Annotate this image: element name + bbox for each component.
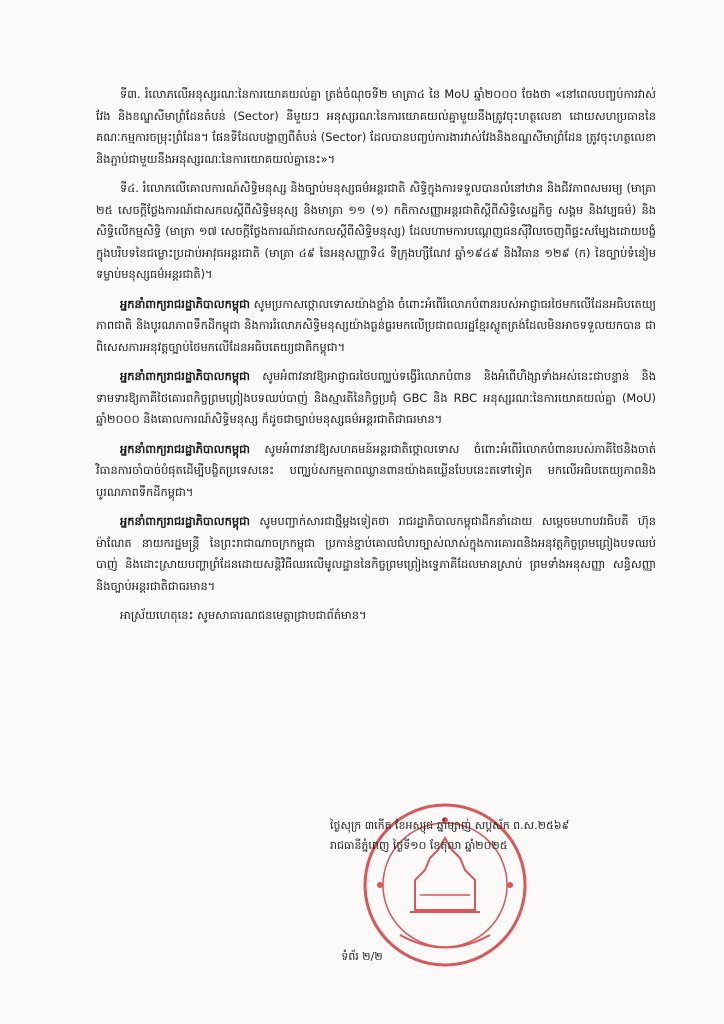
paragraph-text: ទី៣. រំលោភលើអនុស្សរណៈនៃការយោគយល់គ្នា ត្រង់ចំណុចទី២ មាត្រា៤ នៃ MoU ឆ្នាំ២០០០ ចែងថា «នៅពេលបញ្ចប់ការវាស់វែង និងខណ្ឌសីមាព្រំដែនតំបន់ (Sector) នីមួយៗ អនុស្សរណៈនៃការយោគយល់គ្នាមួយនឹងត្រូវចុះហត្ថលេខា ដោយសហប្រធាននៃគណៈកម្មការចម្រុះព្រំដែន។ ផែនទីដែលបង្ហាញពីតំបន់ (Sector) ដែលបានបញ្ចប់ការងារវាស់វែងនិងខណ្ឌសីមាព្រំដែន ត្រូវចុះហត្ថលេខានិងភ្ជាប់ជាមួយនឹងអនុស្សរណៈនៃការយោគយល់គ្នានេះ»។ <box>96 87 656 166</box>
paragraph-text: សូមបញ្ជាក់សារជាថ្មីម្តងទៀតថា រាជរដ្ឋាភិបាលកម្ពុជាដឹកនាំដោយ សម្តេចមហាបវរធិបតី ហ៊ុន ម៉ាណែត នាយករដ្ឋមន្ត្រី នៃព្រះរាជាណាចក្រកម្ពុជា ប្រកាន់ខ្ជាប់គោលជំហរច្បាស់លាស់ក្នុងការគោរពនិងអនុវត្តកិច្ចព្រមព្រៀងបទឈប់បាញ់ និងដោះស្រាយបញ្ហាព្រំដែនដោយសន្តិវិធីឈរលើមូលដ្ឋាននៃកិច្ចព្រមព្រៀងទ្វេភាគីដែលមានស្រាប់ ព្រមទាំងអនុសញ្ញា សន្ធិសញ្ញា និងច្បាប់អន្តរជាតិជាធរមាន។ <box>96 514 656 593</box>
paragraph-condemnation <box>96 294 656 359</box>
signature-block <box>330 816 660 856</box>
paragraph-lead: អ្នកនាំពាក្យរាជរដ្ឋាភិបាលកម្ពុជា <box>120 369 250 383</box>
paragraph-point-4 <box>96 178 656 286</box>
paragraph-appeal-thailand <box>96 366 656 431</box>
paragraph-text: ទី៤. រំលោភលើគោលការណ៍សិទ្ធិមនុស្ស និងច្បាប់មនុស្សធម៌អន្តរជាតិ សិទ្ធិក្នុងការទទួលបានលំនៅឋាន និងជីវភាពសមរម្យ (មាត្រា ២៥ សេចក្តីថ្លែងការណ៍ជាសកលស្តីពីសិទ្ធិមនុស្ស និងមាត្រា ១១ (១) កតិកាសញ្ញាអន្តរជាតិស្តីពីសិទ្ធិសេដ្ឋកិច្ច សង្គម និងវប្បធម៌) និងសិទ្ធិលើកម្មសិទ្ធិ (មាត្រា ១៧ សេចក្តីថ្លែងការណ៍ជាសកលស្តីពីសិទ្ធិមនុស្ស) ដែលហាមការបណ្តេញជនស៊ីវិលចេញពីផ្ទះសម្បែងដោយបង្ខំ ក្នុងបរិបទនៃជម្លោះប្រដាប់អាវុធអន្តរជាតិ (មាត្រា ៤៩ នៃអនុសញ្ញាទី៤ ទីក្រុងហ្សឺណែវ ឆ្នាំ១៩៤៩ និងវិធាន ១២៩ (ក) នៃច្បាប់ទំនៀមទម្លាប់មនុស្សធម៌អន្តរជាតិ)។ <box>96 181 656 281</box>
document-body <box>96 84 656 635</box>
paragraph-lead: អ្នកនាំពាក្យរាជរដ្ឋាភិបាលកម្ពុជា <box>120 514 250 528</box>
paragraph-point-3 <box>96 84 656 170</box>
paragraph-lead: អ្នកនាំពាក្យរាជរដ្ឋាភិបាលកម្ពុជា <box>120 296 250 311</box>
paragraph-text: សូមអំពាវនាវឱ្យអាជ្ញាធរថៃបញ្ឈប់ទង្វើរំលោភបំពាន និងអំពើហិង្សាទាំងអស់នេះជាបន្ទាន់ និងទាមទារឱ្យភាគីថៃគោរពកិច្ចព្រមព្រៀងបទឈប់បាញ់ និងស្មារតីនៃកិច្ចប្រជុំ GBC និង RBC អនុស្សរណៈនៃការយោគយល់គ្នា (MoU) ឆ្នាំ២០០០ និងគោលការណ៍សិទ្ធិមនុស្ស ក៏ដូចជាច្បាប់មនុស្សធម៌អន្តរជាតិជាធរមាន។ <box>96 369 656 426</box>
paragraph-appeal-international <box>96 439 656 504</box>
paragraph-text: សូមប្រកាសថ្កោលទោសយ៉ាងខ្លាំង ចំពោះអំពើរំលោភបំពានរបស់អាជ្ញាធរថៃមកលើដែនអធិបតេយ្យភាពជាតិ និងបូរណភាពទឹកដីកម្ពុជា និងការរំលោភសិទ្ធិមនុស្សយ៉ាងធ្ងន់ធ្ងរមកលើប្រជាពលរដ្ឋខ្មែរស្លូតត្រង់ដែលមិនអាចទទួលយកបាន ជាពិសេសការអនុវត្តច្បាប់ថៃមកលើដែនអធិបតេយ្យជាតិកម្ពុជា។ <box>96 296 656 354</box>
paragraph-reaffirmation <box>96 511 656 597</box>
closing-line: អាស្រ័យហេតុនេះ សូមសាធារណជនមេត្តាជ្រាបជាព័ត៌មាន។ <box>120 608 367 622</box>
page-number: ទំព័រ ២/២ <box>341 950 383 963</box>
lunar-date: ថ្ងៃសុក្រ ៣កើត ខែអស្សុជ ឆ្នាំម្សាញ់ សប្តស័ក ព.ស.២៥៦៩ <box>330 819 570 832</box>
paragraph-lead: អ្នកនាំពាក្យរាជរដ្ឋាភិបាលកម្ពុជា <box>120 441 250 456</box>
place-and-date: រាជធានីភ្នំពេញ ថ្ងៃទី១០ ខែតុលា ឆ្នាំ២០២៥ <box>330 839 508 852</box>
paragraph-text: សូមអំពាវនាវឱ្យសហគមន៍អន្តរជាតិថ្កោលទោស ចំពោះអំពើរំលោភបំពានរបស់ភាគីថៃនិងចាត់វិធានការចាំបាច់បំផុតដើម្បីបង្ខិតប្រទេសនេះ បញ្ឈប់សកម្មភាពឈ្លានពានយ៉ាងគឃ្លើនបែបនេះតទៅទៀត មកលើអធិបតេយ្យភាពនិងបូរណភាពទឹកដីកម្ពុជា។ <box>96 441 656 499</box>
